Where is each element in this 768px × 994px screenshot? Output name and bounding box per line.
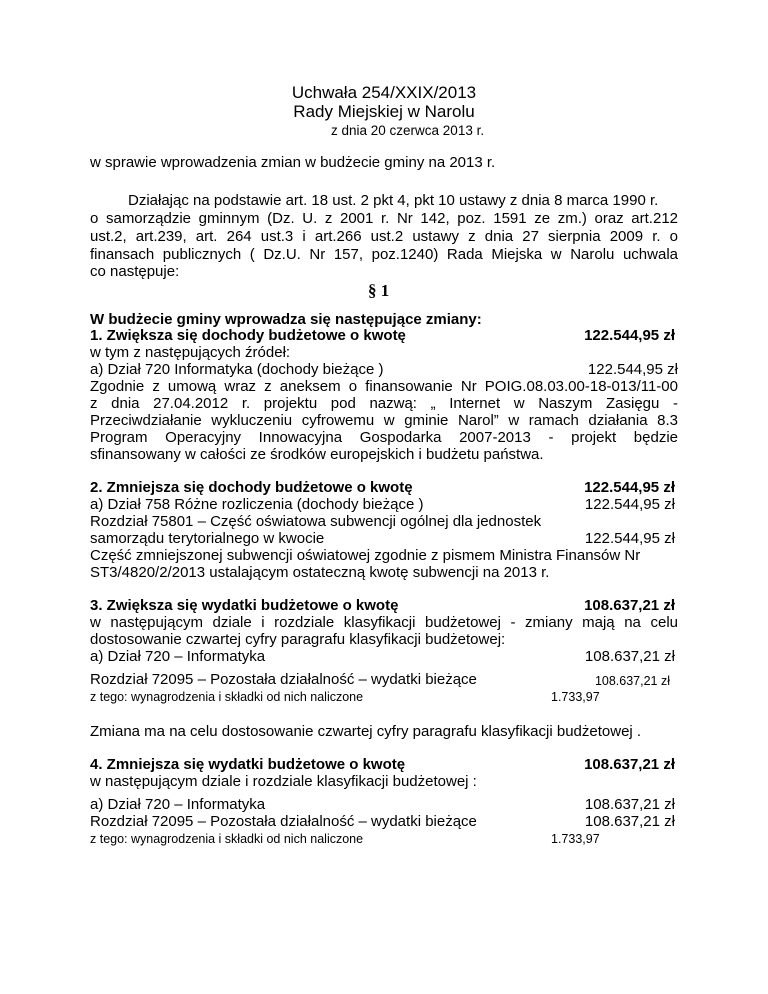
section-3-heading: 3. Zwiększa się wydatki budżetowe o kwotę (90, 597, 399, 614)
section-4-desc: w następującym dziale i rozdziale klasyfikacji budżetowej : (90, 773, 477, 790)
preamble-line: o samorządzie gminnym (Dz. U. z 2001 r. Nr 142, poz. 1591 ze zm.) oraz art.212 (90, 210, 678, 227)
section-2-item: a) Dział 758 Różne rozliczenia (dochody bieżące ) (90, 496, 424, 513)
section-1-desc: z dnia 27.04.2012 r. projektu pod nazwą: „ Internet w Naszym Zasięgu - (90, 395, 678, 412)
section-2-rozdzial-amount: 122.544,95 zł (584, 530, 675, 547)
section-1-item-amount: 122.544,95 zł (587, 361, 678, 378)
resolution-title: Uchwała 254/XXIX/2013 (291, 83, 477, 102)
section-3-change-note: Zmiana ma na celu dostosowanie czwartej cyfry paragrafu klasyfikacji budżetowej . (90, 723, 642, 740)
section-1-source: w tym z następujących źródeł: (90, 344, 291, 361)
section-1-amount: 122.544,95 zł (584, 327, 675, 344)
preamble-line: Działając na podstawie art. 18 ust. 2 pkt 4, pkt 10 ustawy z dnia 8 marca 1990 r. (128, 192, 659, 209)
section-1-desc: Przeciwdziałanie wykluczeniu cyfrowemu w gminie Narol” w ramach działania 8.3 (90, 412, 678, 429)
section-3-rozdzial: Rozdział 72095 – Pozostała działalność – wydatki bieżące (90, 671, 477, 688)
section-1-desc: Zgodnie z umową wraz z aneksem o finansowanie Nr POIG.08.03.00-18-013/11-00 (90, 378, 678, 395)
preamble-line: ust.2, art.239, art. 264 ust.3 i art.266 ust.2 ustawy z dnia 27 sierpnia 2009 r. o (90, 228, 678, 245)
section-1-item: a) Dział 720 Informatyka (dochody bieżące ) (90, 361, 384, 378)
section-3-amount: 108.637,21 zł (584, 597, 675, 614)
section-1-desc: sfinansowany w całości ze środków europejskich i budżetu państwa. (90, 446, 544, 463)
section-3-tego-amount: 1.733,97 (551, 690, 600, 704)
section-2-rozdzial: Rozdział 75801 – Część oświatowa subwencji ogólnej dla jednostek (90, 513, 542, 530)
section-4-rozdzial: Rozdział 72095 – Pozostała działalność – wydatki bieżące (90, 813, 477, 830)
section-4-heading: 4. Zmniejsza się wydatki budżetowe o kwotę (90, 756, 406, 773)
section-2-heading: 2. Zmniejsza się dochody budżetowe o kwotę (90, 479, 413, 496)
section-3-rozdzial-amount: 108.637,21 zł (594, 674, 670, 688)
section-4-tego: z tego: wynagrodzenia i składki od nich naliczone (90, 832, 364, 846)
section-2-item-amount: 122.544,95 zł (584, 496, 675, 513)
preamble-line: finansach publicznych ( Dz.U. Nr 157, poz.1240) Rada Miejska w Narolu uchwala (90, 246, 678, 263)
subject-line: w sprawie wprowadzenia zmian w budżecie gminy na 2013 r. (90, 154, 496, 171)
intro-heading: W budżecie gminy wprowadza się następujące zmiany: (90, 311, 482, 328)
paragraph-mark: § 1 (368, 281, 390, 300)
section-3-item-amount: 108.637,21 zł (584, 648, 675, 665)
section-3-tego: z tego: wynagrodzenia i składki od nich naliczone (90, 690, 364, 704)
section-2-amount: 122.544,95 zł (584, 479, 675, 496)
section-3-desc: dostosowanie czwartej cyfry paragrafu klasyfikacji budżetowej: (90, 631, 506, 648)
section-1-desc: Program Operacyjny Innowacyjna Gospodarka 2007-2013 - projekt będzie (90, 429, 678, 446)
section-4-item-amount: 108.637,21 zł (584, 796, 675, 813)
section-4-tego-amount: 1.733,97 (551, 832, 600, 846)
section-3-desc: w następującym dziale i rozdziale klasyfikacji budżetowej - zmiany mają na celu (90, 614, 678, 631)
section-4-rozdzial-amount: 108.637,21 zł (584, 813, 675, 830)
section-2-rozdzial: samorządu terytorialnego w kwocie (90, 530, 325, 547)
section-2-note: ST3/4820/2/2013 ustalającym ostateczną kwotę subwencji na 2013 r. (90, 564, 550, 581)
council-name: Rady Miejskiej w Narolu (293, 102, 475, 121)
section-4-item: a) Dział 720 – Informatyka (90, 796, 266, 813)
section-3-item: a) Dział 720 – Informatyka (90, 648, 266, 665)
section-2-note: Część zmniejszonej subwencji oświatowej zgodnie z pismem Ministra Finansów Nr (90, 547, 641, 564)
section-4-amount: 108.637,21 zł (584, 756, 675, 773)
preamble-line: co następuje: (90, 263, 180, 280)
resolution-date: z dnia 20 czerwca 2013 r. (331, 123, 485, 138)
section-1-heading: 1. Zwiększa się dochody budżetowe o kwotę (90, 327, 406, 344)
